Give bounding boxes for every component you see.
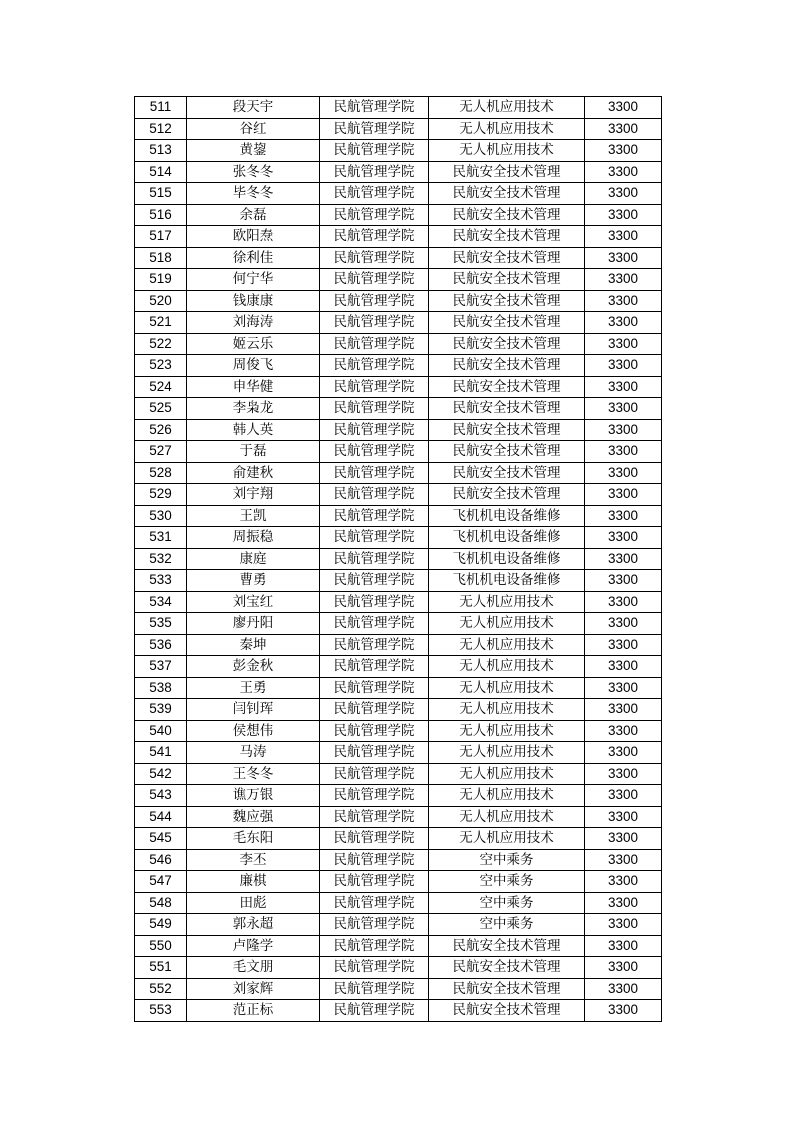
major-cell: 民航安全技术管理 [429, 204, 585, 226]
student-name-cell: 姬云乐 [187, 333, 320, 355]
table-row [135, 247, 662, 269]
student-name-cell: 王凯 [187, 505, 320, 527]
table-row [135, 742, 662, 764]
major-cell: 民航安全技术管理 [429, 161, 585, 183]
amount-cell: 3300 [585, 97, 662, 119]
student-name-cell: 余磊 [187, 204, 320, 226]
college-cell: 民航管理学院 [320, 699, 429, 721]
amount-cell: 3300 [585, 742, 662, 764]
table-row [135, 548, 662, 570]
student-name-cell: 周俊飞 [187, 355, 320, 377]
college-cell: 民航管理学院 [320, 656, 429, 678]
table-row [135, 505, 662, 527]
college-cell: 民航管理学院 [320, 505, 429, 527]
college-cell: 民航管理学院 [320, 419, 429, 441]
amount-cell: 3300 [585, 634, 662, 656]
major-cell: 无人机应用技术 [429, 656, 585, 678]
major-cell: 民航安全技术管理 [429, 290, 585, 312]
row-number-cell: 522 [135, 333, 187, 355]
table-row [135, 355, 662, 377]
table-row [135, 570, 662, 592]
amount-cell: 3300 [585, 699, 662, 721]
table-row [135, 290, 662, 312]
major-cell: 民航安全技术管理 [429, 957, 585, 979]
student-name-cell: 范正标 [187, 1000, 320, 1022]
table-body [135, 97, 662, 1022]
major-cell: 民航安全技术管理 [429, 226, 585, 248]
table-row [135, 269, 662, 291]
student-name-cell: 曹勇 [187, 570, 320, 592]
amount-cell: 3300 [585, 183, 662, 205]
amount-cell: 3300 [585, 656, 662, 678]
table-row [135, 871, 662, 893]
college-cell: 民航管理学院 [320, 441, 429, 463]
student-name-cell: 钱康康 [187, 290, 320, 312]
major-cell: 无人机应用技术 [429, 806, 585, 828]
table-row [135, 613, 662, 635]
student-name-cell: 黄鋆 [187, 140, 320, 162]
major-cell: 民航安全技术管理 [429, 441, 585, 463]
row-number-cell: 525 [135, 398, 187, 420]
student-name-cell: 俞建秋 [187, 462, 320, 484]
major-cell: 民航安全技术管理 [429, 398, 585, 420]
row-number-cell: 545 [135, 828, 187, 850]
college-cell: 民航管理学院 [320, 871, 429, 893]
major-cell: 无人机应用技术 [429, 828, 585, 850]
row-number-cell: 551 [135, 957, 187, 979]
amount-cell: 3300 [585, 914, 662, 936]
amount-cell: 3300 [585, 419, 662, 441]
student-name-cell: 徐利佳 [187, 247, 320, 269]
student-name-cell: 毛东阳 [187, 828, 320, 850]
major-cell: 民航安全技术管理 [429, 978, 585, 1000]
table-row [135, 656, 662, 678]
major-cell: 飞机机电设备维修 [429, 505, 585, 527]
table-row [135, 462, 662, 484]
student-name-cell: 谷红 [187, 118, 320, 140]
row-number-cell: 544 [135, 806, 187, 828]
table-row [135, 892, 662, 914]
table-row [135, 634, 662, 656]
table-row [135, 161, 662, 183]
amount-cell: 3300 [585, 441, 662, 463]
table-row [135, 978, 662, 1000]
row-number-cell: 527 [135, 441, 187, 463]
table-row [135, 935, 662, 957]
table-row [135, 441, 662, 463]
table-row [135, 828, 662, 850]
college-cell: 民航管理学院 [320, 290, 429, 312]
major-cell: 民航安全技术管理 [429, 484, 585, 506]
major-cell: 无人机应用技术 [429, 97, 585, 119]
amount-cell: 3300 [585, 527, 662, 549]
row-number-cell: 552 [135, 978, 187, 1000]
college-cell: 民航管理学院 [320, 312, 429, 334]
college-cell: 民航管理学院 [320, 957, 429, 979]
college-cell: 民航管理学院 [320, 742, 429, 764]
college-cell: 民航管理学院 [320, 720, 429, 742]
student-name-cell: 马涛 [187, 742, 320, 764]
table-row [135, 398, 662, 420]
row-number-cell: 530 [135, 505, 187, 527]
major-cell: 民航安全技术管理 [429, 462, 585, 484]
college-cell: 民航管理学院 [320, 613, 429, 635]
student-name-cell: 刘海涛 [187, 312, 320, 334]
college-cell: 民航管理学院 [320, 204, 429, 226]
major-cell: 飞机机电设备维修 [429, 570, 585, 592]
table-row [135, 419, 662, 441]
major-cell: 飞机机电设备维修 [429, 527, 585, 549]
amount-cell: 3300 [585, 892, 662, 914]
amount-cell: 3300 [585, 763, 662, 785]
college-cell: 民航管理学院 [320, 892, 429, 914]
table-row [135, 699, 662, 721]
row-number-cell: 524 [135, 376, 187, 398]
major-cell: 空中乘务 [429, 914, 585, 936]
row-number-cell: 526 [135, 419, 187, 441]
row-number-cell: 523 [135, 355, 187, 377]
student-name-cell: 申华健 [187, 376, 320, 398]
table-row [135, 785, 662, 807]
college-cell: 民航管理学院 [320, 849, 429, 871]
row-number-cell: 548 [135, 892, 187, 914]
amount-cell: 3300 [585, 290, 662, 312]
college-cell: 民航管理学院 [320, 226, 429, 248]
table-row [135, 204, 662, 226]
row-number-cell: 553 [135, 1000, 187, 1022]
major-cell: 无人机应用技术 [429, 591, 585, 613]
college-cell: 民航管理学院 [320, 118, 429, 140]
table-row [135, 527, 662, 549]
student-name-cell: 韩人英 [187, 419, 320, 441]
amount-cell: 3300 [585, 247, 662, 269]
row-number-cell: 521 [135, 312, 187, 334]
major-cell: 民航安全技术管理 [429, 312, 585, 334]
amount-cell: 3300 [585, 355, 662, 377]
student-subsidy-table [134, 96, 662, 1022]
amount-cell: 3300 [585, 398, 662, 420]
amount-cell: 3300 [585, 312, 662, 334]
college-cell: 民航管理学院 [320, 978, 429, 1000]
amount-cell: 3300 [585, 204, 662, 226]
table-row [135, 183, 662, 205]
amount-cell: 3300 [585, 828, 662, 850]
table-row [135, 914, 662, 936]
college-cell: 民航管理学院 [320, 1000, 429, 1022]
amount-cell: 3300 [585, 333, 662, 355]
table-row [135, 226, 662, 248]
amount-cell: 3300 [585, 785, 662, 807]
college-cell: 民航管理学院 [320, 634, 429, 656]
major-cell: 无人机应用技术 [429, 140, 585, 162]
major-cell: 民航安全技术管理 [429, 333, 585, 355]
student-name-cell: 王勇 [187, 677, 320, 699]
amount-cell: 3300 [585, 161, 662, 183]
college-cell: 民航管理学院 [320, 527, 429, 549]
row-number-cell: 518 [135, 247, 187, 269]
major-cell: 民航安全技术管理 [429, 247, 585, 269]
amount-cell: 3300 [585, 957, 662, 979]
college-cell: 民航管理学院 [320, 806, 429, 828]
college-cell: 民航管理学院 [320, 677, 429, 699]
student-name-cell: 刘家辉 [187, 978, 320, 1000]
amount-cell: 3300 [585, 613, 662, 635]
row-number-cell: 534 [135, 591, 187, 613]
table-row [135, 140, 662, 162]
college-cell: 民航管理学院 [320, 914, 429, 936]
row-number-cell: 533 [135, 570, 187, 592]
row-number-cell: 517 [135, 226, 187, 248]
row-number-cell: 543 [135, 785, 187, 807]
amount-cell: 3300 [585, 978, 662, 1000]
student-name-cell: 李丕 [187, 849, 320, 871]
student-name-cell: 毛文朋 [187, 957, 320, 979]
row-number-cell: 541 [135, 742, 187, 764]
college-cell: 民航管理学院 [320, 548, 429, 570]
student-name-cell: 刘宇翔 [187, 484, 320, 506]
amount-cell: 3300 [585, 140, 662, 162]
college-cell: 民航管理学院 [320, 935, 429, 957]
major-cell: 空中乘务 [429, 871, 585, 893]
college-cell: 民航管理学院 [320, 398, 429, 420]
college-cell: 民航管理学院 [320, 183, 429, 205]
amount-cell: 3300 [585, 484, 662, 506]
college-cell: 民航管理学院 [320, 376, 429, 398]
student-name-cell: 欧阳焘 [187, 226, 320, 248]
row-number-cell: 550 [135, 935, 187, 957]
major-cell: 民航安全技术管理 [429, 376, 585, 398]
major-cell: 空中乘务 [429, 892, 585, 914]
amount-cell: 3300 [585, 505, 662, 527]
table-row [135, 763, 662, 785]
amount-cell: 3300 [585, 548, 662, 570]
student-name-cell: 郭永超 [187, 914, 320, 936]
row-number-cell: 549 [135, 914, 187, 936]
row-number-cell: 537 [135, 656, 187, 678]
table-row [135, 806, 662, 828]
amount-cell: 3300 [585, 806, 662, 828]
table-row [135, 376, 662, 398]
major-cell: 民航安全技术管理 [429, 183, 585, 205]
major-cell: 民航安全技术管理 [429, 419, 585, 441]
amount-cell: 3300 [585, 849, 662, 871]
major-cell: 无人机应用技术 [429, 742, 585, 764]
student-name-cell: 谯万银 [187, 785, 320, 807]
row-number-cell: 529 [135, 484, 187, 506]
college-cell: 民航管理学院 [320, 462, 429, 484]
table-row [135, 312, 662, 334]
major-cell: 民航安全技术管理 [429, 935, 585, 957]
table-row [135, 677, 662, 699]
table-row [135, 484, 662, 506]
row-number-cell: 528 [135, 462, 187, 484]
major-cell: 民航安全技术管理 [429, 1000, 585, 1022]
student-name-cell: 张冬冬 [187, 161, 320, 183]
student-name-cell: 于磊 [187, 441, 320, 463]
row-number-cell: 512 [135, 118, 187, 140]
row-number-cell: 546 [135, 849, 187, 871]
row-number-cell: 531 [135, 527, 187, 549]
amount-cell: 3300 [585, 1000, 662, 1022]
student-name-cell: 魏应强 [187, 806, 320, 828]
student-name-cell: 周振稳 [187, 527, 320, 549]
amount-cell: 3300 [585, 591, 662, 613]
amount-cell: 3300 [585, 677, 662, 699]
major-cell: 民航安全技术管理 [429, 269, 585, 291]
student-name-cell: 何宁华 [187, 269, 320, 291]
student-name-cell: 康庭 [187, 548, 320, 570]
row-number-cell: 515 [135, 183, 187, 205]
college-cell: 民航管理学院 [320, 333, 429, 355]
amount-cell: 3300 [585, 376, 662, 398]
college-cell: 民航管理学院 [320, 269, 429, 291]
college-cell: 民航管理学院 [320, 247, 429, 269]
student-name-cell: 廖丹阳 [187, 613, 320, 635]
college-cell: 民航管理学院 [320, 97, 429, 119]
row-number-cell: 547 [135, 871, 187, 893]
amount-cell: 3300 [585, 462, 662, 484]
row-number-cell: 539 [135, 699, 187, 721]
major-cell: 无人机应用技术 [429, 785, 585, 807]
row-number-cell: 542 [135, 763, 187, 785]
major-cell: 无人机应用技术 [429, 763, 585, 785]
major-cell: 民航安全技术管理 [429, 355, 585, 377]
row-number-cell: 511 [135, 97, 187, 119]
college-cell: 民航管理学院 [320, 484, 429, 506]
major-cell: 无人机应用技术 [429, 118, 585, 140]
major-cell: 无人机应用技术 [429, 699, 585, 721]
student-name-cell: 王冬冬 [187, 763, 320, 785]
row-number-cell: 519 [135, 269, 187, 291]
row-number-cell: 516 [135, 204, 187, 226]
row-number-cell: 535 [135, 613, 187, 635]
amount-cell: 3300 [585, 871, 662, 893]
student-name-cell: 段天宇 [187, 97, 320, 119]
major-cell: 无人机应用技术 [429, 634, 585, 656]
student-name-cell: 田彪 [187, 892, 320, 914]
major-cell: 无人机应用技术 [429, 613, 585, 635]
table-row [135, 849, 662, 871]
student-name-cell: 闫钊珲 [187, 699, 320, 721]
student-name-cell: 廉棋 [187, 871, 320, 893]
amount-cell: 3300 [585, 118, 662, 140]
college-cell: 民航管理学院 [320, 828, 429, 850]
table-row [135, 97, 662, 119]
row-number-cell: 514 [135, 161, 187, 183]
row-number-cell: 536 [135, 634, 187, 656]
college-cell: 民航管理学院 [320, 763, 429, 785]
row-number-cell: 538 [135, 677, 187, 699]
student-name-cell: 彭金秋 [187, 656, 320, 678]
amount-cell: 3300 [585, 269, 662, 291]
table-row [135, 720, 662, 742]
table-row [135, 1000, 662, 1022]
student-name-cell: 刘宝红 [187, 591, 320, 613]
amount-cell: 3300 [585, 226, 662, 248]
student-name-cell: 侯想伟 [187, 720, 320, 742]
major-cell: 无人机应用技术 [429, 720, 585, 742]
table-row [135, 957, 662, 979]
amount-cell: 3300 [585, 570, 662, 592]
major-cell: 无人机应用技术 [429, 677, 585, 699]
college-cell: 民航管理学院 [320, 355, 429, 377]
table-row [135, 591, 662, 613]
college-cell: 民航管理学院 [320, 785, 429, 807]
row-number-cell: 520 [135, 290, 187, 312]
major-cell: 飞机机电设备维修 [429, 548, 585, 570]
major-cell: 空中乘务 [429, 849, 585, 871]
college-cell: 民航管理学院 [320, 140, 429, 162]
row-number-cell: 513 [135, 140, 187, 162]
amount-cell: 3300 [585, 720, 662, 742]
table-row [135, 118, 662, 140]
row-number-cell: 532 [135, 548, 187, 570]
student-name-cell: 秦坤 [187, 634, 320, 656]
student-name-cell: 李枭龙 [187, 398, 320, 420]
student-name-cell: 卢隆学 [187, 935, 320, 957]
amount-cell: 3300 [585, 935, 662, 957]
college-cell: 民航管理学院 [320, 570, 429, 592]
student-name-cell: 毕冬冬 [187, 183, 320, 205]
table-row [135, 333, 662, 355]
college-cell: 民航管理学院 [320, 161, 429, 183]
row-number-cell: 540 [135, 720, 187, 742]
college-cell: 民航管理学院 [320, 591, 429, 613]
